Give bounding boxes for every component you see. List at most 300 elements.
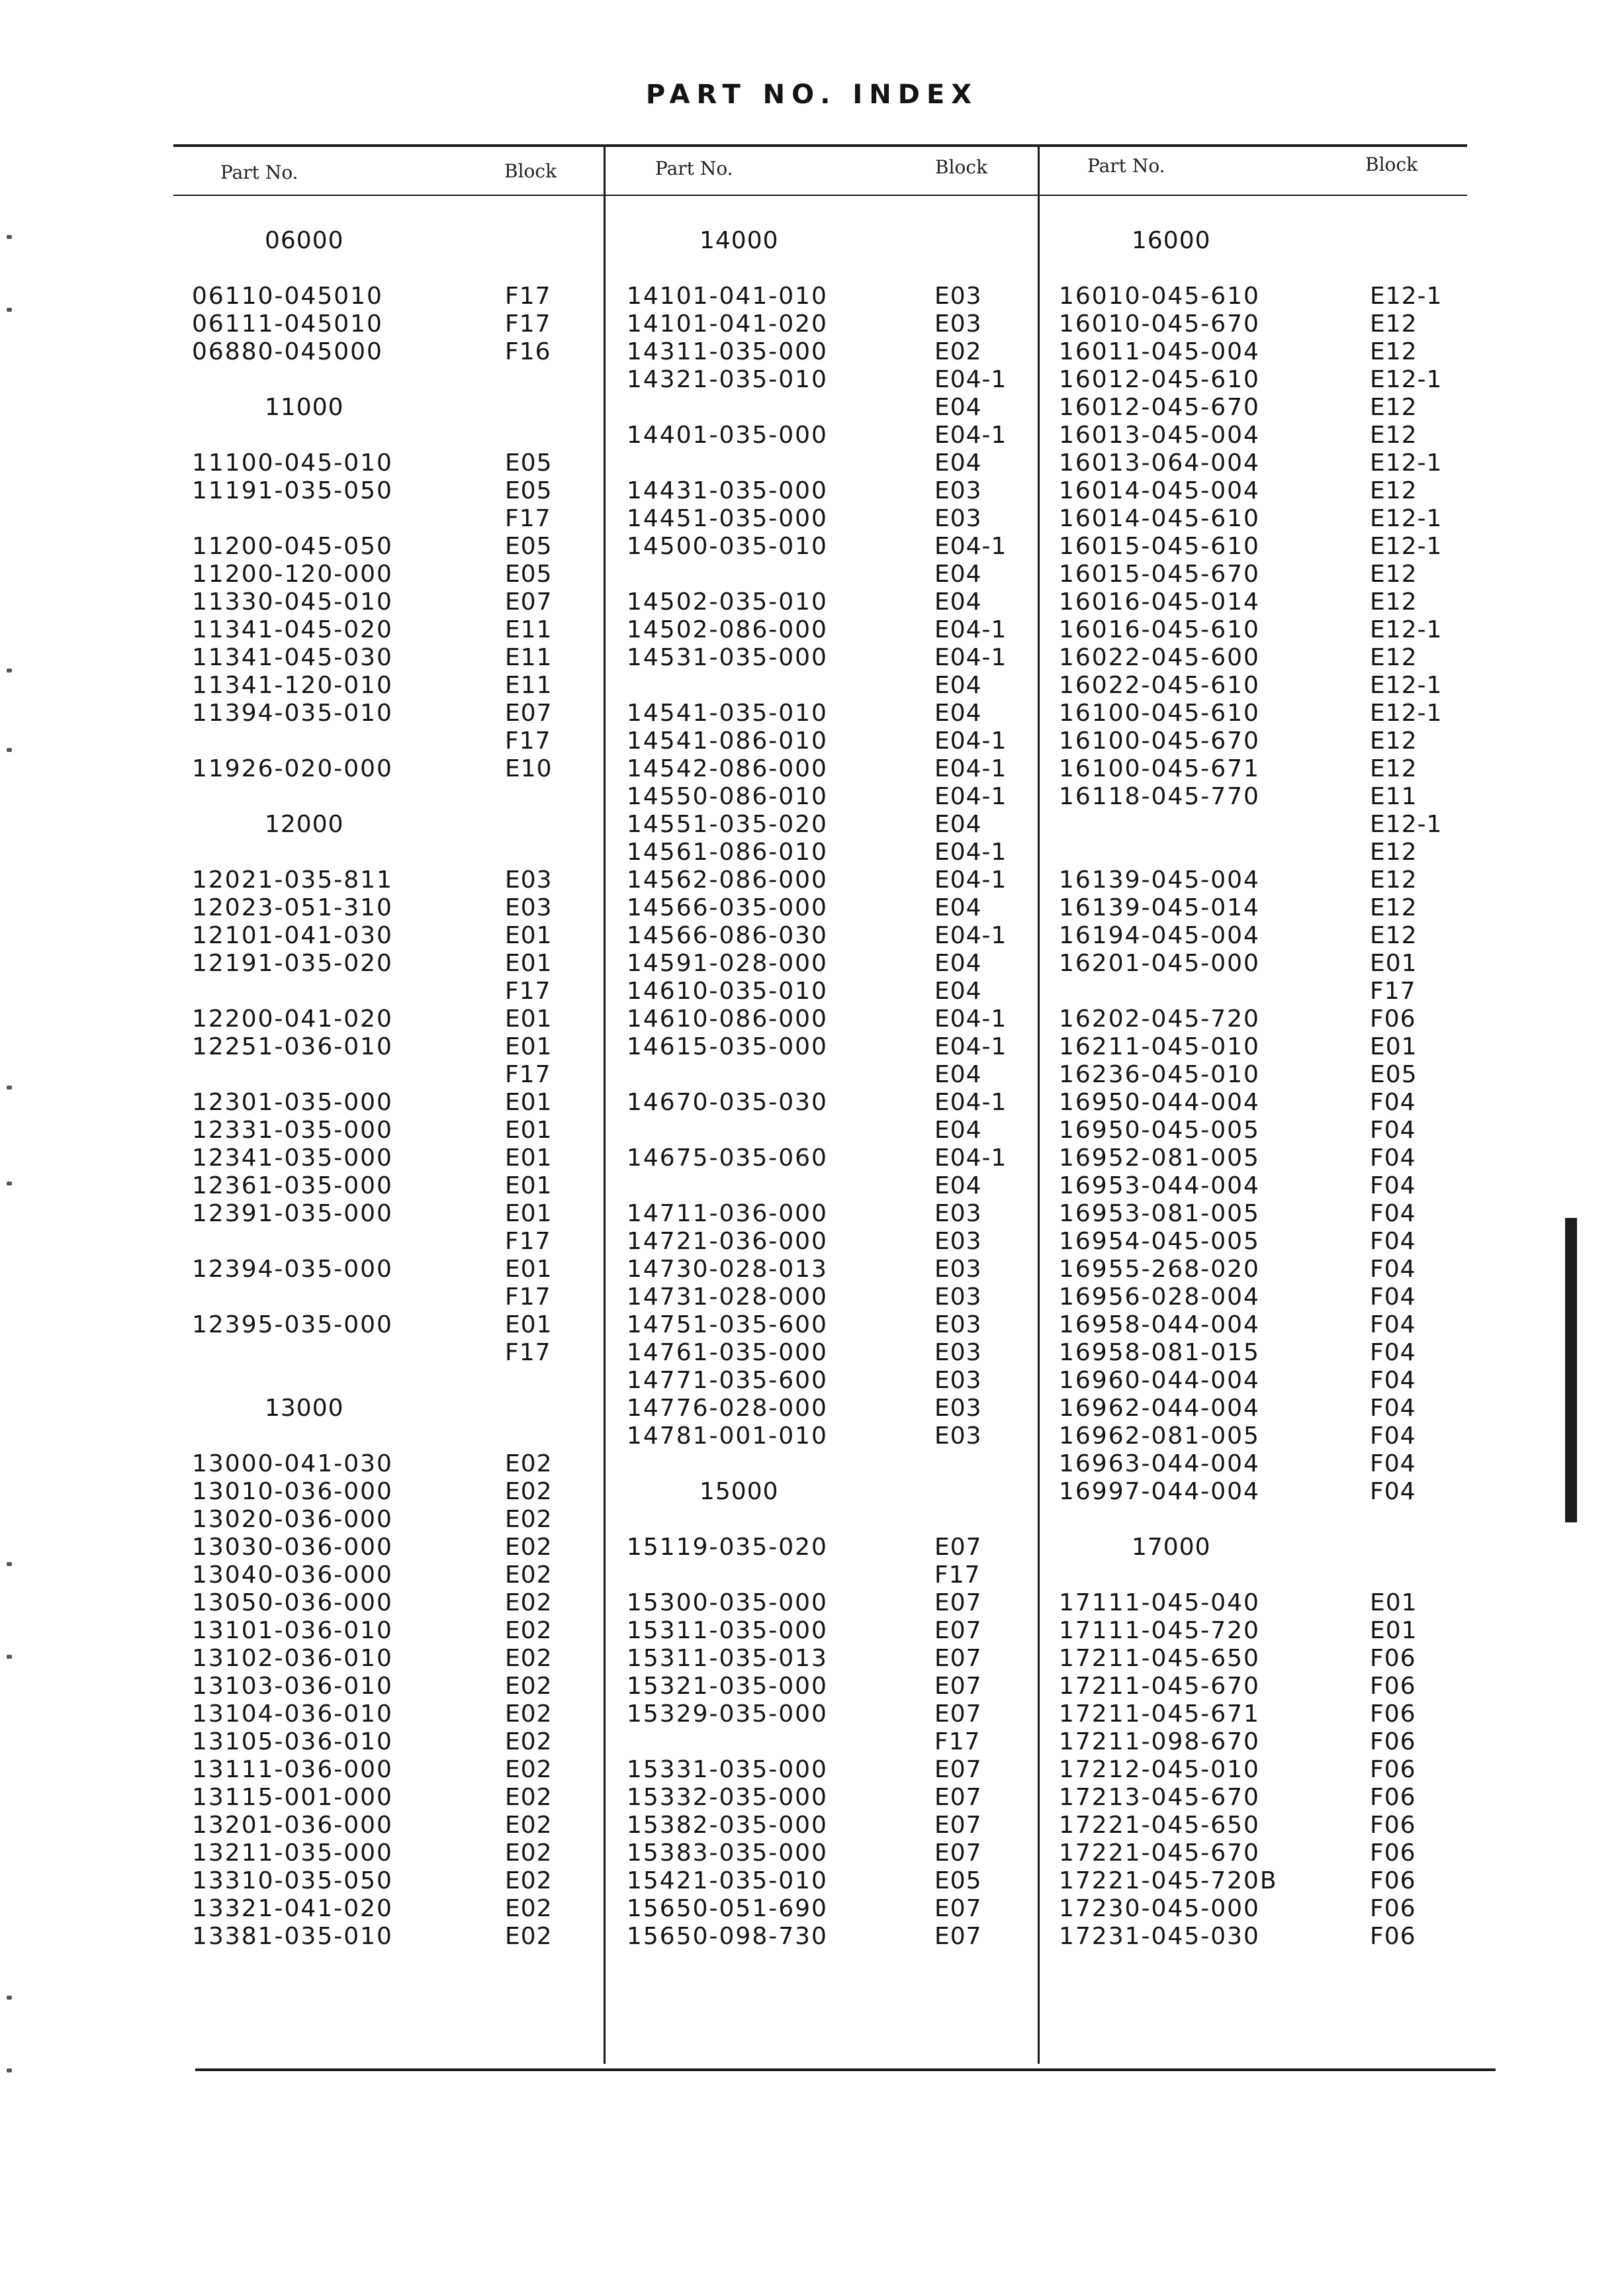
part-number: 14542-086-000 xyxy=(627,755,828,782)
part-number: 16015-045-670 xyxy=(1059,561,1260,588)
block-code: E04 xyxy=(934,561,982,588)
block-code: E03 xyxy=(505,894,553,921)
header-part-no-2: Part No. xyxy=(655,158,733,179)
block-code: E04-1 xyxy=(934,644,1007,671)
part-number: 13115-001-000 xyxy=(192,1784,393,1811)
block-code: F04 xyxy=(1370,1339,1416,1366)
part-number: 16963-044-004 xyxy=(1059,1450,1260,1477)
block-code: E01 xyxy=(505,950,553,977)
block-code: E04-1 xyxy=(934,755,1007,782)
part-number: 16953-044-004 xyxy=(1059,1172,1260,1199)
block-code: F17 xyxy=(505,727,551,755)
block-code: E01 xyxy=(505,1033,553,1060)
block-code: E04 xyxy=(934,811,982,838)
part-number: 14531-035-000 xyxy=(627,644,828,671)
margin-mark xyxy=(7,669,12,673)
block-code: E07 xyxy=(934,1839,982,1867)
block-code: E12 xyxy=(1370,894,1418,921)
part-number: 16014-045-004 xyxy=(1059,477,1260,504)
block-code: E12 xyxy=(1370,644,1418,671)
part-number: 16016-045-014 xyxy=(1059,588,1260,616)
part-number: 14731-028-000 xyxy=(627,1283,828,1311)
block-code: F06 xyxy=(1370,1867,1416,1894)
block-code: F04 xyxy=(1370,1256,1416,1283)
part-number: 16194-045-004 xyxy=(1059,922,1260,949)
part-number: 12021-035-811 xyxy=(192,866,393,894)
part-number: 16953-081-005 xyxy=(1059,1200,1260,1227)
block-code: E07 xyxy=(934,1617,982,1644)
block-code: E07 xyxy=(934,1589,982,1616)
part-number: 16962-044-004 xyxy=(1059,1395,1260,1422)
block-code: E02 xyxy=(505,1812,553,1839)
block-code: E04-1 xyxy=(934,1005,1007,1033)
block-code: F04 xyxy=(1370,1478,1416,1505)
part-number: 17111-045-720 xyxy=(1059,1617,1260,1644)
block-code: E12-1 xyxy=(1370,505,1443,532)
part-number: 16100-045-610 xyxy=(1059,700,1260,727)
part-number: 12251-036-010 xyxy=(192,1033,393,1060)
part-number: 16022-045-610 xyxy=(1059,672,1260,699)
part-number: 16012-045-670 xyxy=(1059,394,1260,421)
part-number: 15650-098-730 xyxy=(627,1923,828,1950)
block-code: F17 xyxy=(505,1339,551,1366)
part-number: 14311-035-000 xyxy=(627,338,828,365)
block-code: E02 xyxy=(505,1450,553,1477)
part-number: 16958-044-004 xyxy=(1059,1311,1260,1338)
block-code: E05 xyxy=(934,1867,982,1894)
block-code: E02 xyxy=(505,1756,553,1783)
part-number: 16950-045-005 xyxy=(1059,1117,1260,1144)
block-code: E07 xyxy=(934,1645,982,1672)
block-code: F04 xyxy=(1370,1367,1416,1394)
block-code: E04-1 xyxy=(934,783,1007,810)
block-code: E01 xyxy=(505,1005,553,1033)
block-code: E12-1 xyxy=(1370,811,1443,838)
part-number: 15119-035-020 xyxy=(627,1534,828,1561)
block-code: F06 xyxy=(1370,1784,1416,1811)
part-number: 16997-044-004 xyxy=(1059,1478,1260,1505)
part-number: 14566-086-030 xyxy=(627,922,828,949)
block-code: F04 xyxy=(1370,1200,1416,1227)
part-number: 15311-035-000 xyxy=(627,1617,828,1644)
part-number: 16100-045-670 xyxy=(1059,727,1260,755)
block-code: F06 xyxy=(1370,1005,1416,1033)
part-number: 14566-035-000 xyxy=(627,894,828,921)
block-code: E03 xyxy=(934,283,982,310)
part-number: 16016-045-610 xyxy=(1059,616,1260,643)
block-code: E02 xyxy=(505,1534,553,1561)
part-number: 15329-035-000 xyxy=(627,1700,828,1728)
block-code: E05 xyxy=(505,561,553,588)
part-number: 16012-045-610 xyxy=(1059,366,1260,393)
block-code: E11 xyxy=(1370,783,1418,810)
part-number: 14670-035-030 xyxy=(627,1089,828,1116)
column-divider-2 xyxy=(1038,144,1040,2064)
margin-mark xyxy=(7,1086,12,1090)
block-code: E04-1 xyxy=(934,727,1007,755)
block-code: E01 xyxy=(505,1172,553,1199)
block-code: E12 xyxy=(1370,727,1418,755)
edge-tab-mark xyxy=(1565,1218,1577,1522)
block-code: E01 xyxy=(505,1311,553,1338)
part-number: 14610-035-010 xyxy=(627,978,828,1005)
part-number: 13010-036-000 xyxy=(192,1478,393,1505)
block-code: E01 xyxy=(505,1089,553,1116)
part-number: 13050-036-000 xyxy=(192,1589,393,1616)
part-number: 06111-045010 xyxy=(192,310,383,338)
part-number: 15421-035-010 xyxy=(627,1867,828,1894)
part-number: 16011-045-004 xyxy=(1059,338,1260,365)
block-code: E12-1 xyxy=(1370,366,1443,393)
part-number: 12101-041-030 xyxy=(192,922,393,949)
block-code: E07 xyxy=(934,1673,982,1700)
block-code: E04-1 xyxy=(934,839,1007,866)
block-code: F04 xyxy=(1370,1172,1416,1199)
margin-mark xyxy=(7,2068,12,2072)
block-code: F06 xyxy=(1370,1895,1416,1922)
part-number: 17221-045-670 xyxy=(1059,1839,1260,1867)
block-code: E01 xyxy=(505,1200,553,1227)
block-code: E02 xyxy=(505,1867,553,1894)
part-number: 12361-035-000 xyxy=(192,1172,393,1199)
part-number: 14401-035-000 xyxy=(627,422,828,449)
block-code: E04-1 xyxy=(934,616,1007,643)
group-heading: 16000 xyxy=(1132,227,1211,254)
block-code: F17 xyxy=(505,978,551,1005)
part-number: 14550-086-010 xyxy=(627,783,828,810)
block-code: E02 xyxy=(505,1895,553,1922)
block-code: E12 xyxy=(1370,477,1418,504)
part-number: 16960-044-004 xyxy=(1059,1367,1260,1394)
block-code: E12 xyxy=(1370,310,1418,338)
block-code: F06 xyxy=(1370,1839,1416,1867)
block-code: E03 xyxy=(934,1367,982,1394)
block-code: E01 xyxy=(505,1256,553,1283)
block-code: E03 xyxy=(505,866,553,894)
footer-rule xyxy=(195,2068,1496,2071)
block-code: E03 xyxy=(934,1339,982,1366)
block-code: F06 xyxy=(1370,1812,1416,1839)
part-number: 14451-035-000 xyxy=(627,505,828,532)
block-code: E04 xyxy=(934,588,982,616)
block-code: E12 xyxy=(1370,588,1418,616)
part-number: 16952-081-005 xyxy=(1059,1144,1260,1172)
group-heading: 13000 xyxy=(265,1395,344,1422)
part-number: 13101-036-010 xyxy=(192,1617,393,1644)
part-number: 17213-045-670 xyxy=(1059,1784,1260,1811)
block-code: F04 xyxy=(1370,1311,1416,1338)
margin-mark xyxy=(7,1182,12,1185)
block-code: E04 xyxy=(934,1061,982,1088)
part-number: 14615-035-000 xyxy=(627,1033,828,1060)
group-heading: 06000 xyxy=(265,227,344,254)
block-code: E04 xyxy=(934,894,982,921)
block-code: E03 xyxy=(934,1256,982,1283)
part-number: 16958-081-015 xyxy=(1059,1339,1260,1366)
part-number: 12200-041-020 xyxy=(192,1005,393,1033)
part-number: 17230-045-000 xyxy=(1059,1895,1260,1922)
block-code: E04 xyxy=(934,449,982,477)
part-number: 16236-045-010 xyxy=(1059,1061,1260,1088)
block-code: E12 xyxy=(1370,394,1418,421)
header-block-3: Block xyxy=(1365,154,1418,175)
part-number: 12023-051-310 xyxy=(192,894,393,921)
part-number: 16010-045-670 xyxy=(1059,310,1260,338)
group-heading: 11000 xyxy=(265,394,344,421)
part-number: 11200-120-000 xyxy=(192,561,393,588)
block-code: F04 xyxy=(1370,1144,1416,1172)
block-code: F04 xyxy=(1370,1450,1416,1477)
part-number: 13020-036-000 xyxy=(192,1506,393,1533)
block-code: E05 xyxy=(505,533,553,560)
part-number: 14101-041-010 xyxy=(627,283,828,310)
part-number: 13030-036-000 xyxy=(192,1534,393,1561)
part-number: 06110-045010 xyxy=(192,283,383,310)
block-code: E04-1 xyxy=(934,1089,1007,1116)
part-number: 17211-045-650 xyxy=(1059,1645,1260,1672)
part-number: 12395-035-000 xyxy=(192,1311,393,1338)
part-number: 16201-045-000 xyxy=(1059,950,1260,977)
part-number: 16139-045-004 xyxy=(1059,866,1260,894)
part-number: 16955-268-020 xyxy=(1059,1256,1260,1283)
header-part-no-3: Part No. xyxy=(1087,155,1165,177)
block-code: E01 xyxy=(505,922,553,949)
part-number: 14675-035-060 xyxy=(627,1144,828,1172)
block-code: F04 xyxy=(1370,1283,1416,1311)
part-number: 16962-081-005 xyxy=(1059,1422,1260,1450)
part-number: 13310-035-050 xyxy=(192,1867,393,1894)
block-code: E04 xyxy=(934,950,982,977)
part-number: 14541-086-010 xyxy=(627,727,828,755)
block-code: E12 xyxy=(1370,561,1418,588)
part-number: 14541-035-010 xyxy=(627,700,828,727)
block-code: F17 xyxy=(505,1283,551,1311)
part-number: 15331-035-000 xyxy=(627,1756,828,1783)
part-number: 14730-028-013 xyxy=(627,1256,828,1283)
block-code: E04-1 xyxy=(934,922,1007,949)
block-code: F06 xyxy=(1370,1673,1416,1700)
block-code: E12-1 xyxy=(1370,283,1443,310)
part-number: 13040-036-000 xyxy=(192,1561,393,1589)
block-code: E05 xyxy=(1370,1061,1418,1088)
margin-mark xyxy=(7,1996,12,2000)
part-number: 15383-035-000 xyxy=(627,1839,828,1867)
block-code: F04 xyxy=(1370,1395,1416,1422)
block-code: F17 xyxy=(505,1228,551,1255)
block-code: F17 xyxy=(505,283,551,310)
block-code: F06 xyxy=(1370,1923,1416,1950)
margin-mark xyxy=(7,235,12,239)
block-code: E03 xyxy=(934,1311,982,1338)
block-code: E02 xyxy=(934,338,982,365)
part-number: 16013-045-004 xyxy=(1059,422,1260,449)
block-code: E07 xyxy=(934,1756,982,1783)
part-number: 16010-045-610 xyxy=(1059,283,1260,310)
header-block-1: Block xyxy=(504,160,557,182)
part-number: 12301-035-000 xyxy=(192,1089,393,1116)
part-number: 16015-045-610 xyxy=(1059,533,1260,560)
block-code: E04-1 xyxy=(934,533,1007,560)
block-code: E01 xyxy=(1370,950,1418,977)
column-divider-1 xyxy=(604,144,606,2064)
block-code: F17 xyxy=(505,1061,551,1088)
margin-mark xyxy=(7,748,12,752)
part-number: 16956-028-004 xyxy=(1059,1283,1260,1311)
block-code: E02 xyxy=(505,1617,553,1644)
block-code: E03 xyxy=(934,1283,982,1311)
block-code: E07 xyxy=(934,1812,982,1839)
block-code: F06 xyxy=(1370,1645,1416,1672)
block-code: F06 xyxy=(1370,1728,1416,1755)
block-code: E10 xyxy=(505,755,553,782)
block-code: E07 xyxy=(505,588,553,616)
part-number: 13103-036-010 xyxy=(192,1673,393,1700)
part-number: 16013-064-004 xyxy=(1059,449,1260,477)
block-code: F17 xyxy=(505,310,551,338)
part-number: 15650-051-690 xyxy=(627,1895,828,1922)
block-code: E04 xyxy=(934,394,982,421)
part-number: 16014-045-610 xyxy=(1059,505,1260,532)
margin-mark xyxy=(7,308,12,312)
block-code: E05 xyxy=(505,477,553,504)
margin-mark xyxy=(7,1562,12,1566)
part-number: 16022-045-600 xyxy=(1059,644,1260,671)
part-number: 12191-035-020 xyxy=(192,950,393,977)
block-code: E11 xyxy=(505,672,553,699)
block-code: E12-1 xyxy=(1370,700,1443,727)
block-code: E01 xyxy=(1370,1589,1418,1616)
block-code: E02 xyxy=(505,1645,553,1672)
part-number: 16211-045-010 xyxy=(1059,1033,1260,1060)
part-number: 15311-035-013 xyxy=(627,1645,828,1672)
part-number: 14500-035-010 xyxy=(627,533,828,560)
part-number: 15300-035-000 xyxy=(627,1589,828,1616)
part-number: 14751-035-600 xyxy=(627,1311,828,1338)
block-code: F16 xyxy=(505,338,551,365)
block-code: E12-1 xyxy=(1370,449,1443,477)
part-number: 13381-035-010 xyxy=(192,1923,393,1950)
part-number: 16118-045-770 xyxy=(1059,783,1260,810)
group-heading: 14000 xyxy=(699,227,779,254)
part-number: 15332-035-000 xyxy=(627,1784,828,1811)
block-code: E12-1 xyxy=(1370,616,1443,643)
part-number: 11200-045-050 xyxy=(192,533,393,560)
part-number: 13321-041-020 xyxy=(192,1895,393,1922)
block-code: E11 xyxy=(505,616,553,643)
part-number: 16950-044-004 xyxy=(1059,1089,1260,1116)
part-number: 14776-028-000 xyxy=(627,1395,828,1422)
block-code: E02 xyxy=(505,1506,553,1533)
block-code: E03 xyxy=(934,1422,982,1450)
part-number: 14721-036-000 xyxy=(627,1228,828,1255)
part-number: 13104-036-010 xyxy=(192,1700,393,1728)
part-number: 14502-086-000 xyxy=(627,616,828,643)
block-code: E01 xyxy=(1370,1033,1418,1060)
block-code: E04-1 xyxy=(934,1033,1007,1060)
part-number: 06880-045000 xyxy=(192,338,383,365)
part-number: 13201-036-000 xyxy=(192,1812,393,1839)
part-number: 17212-045-010 xyxy=(1059,1756,1260,1783)
part-number: 11341-045-020 xyxy=(192,616,393,643)
part-number: 15382-035-000 xyxy=(627,1812,828,1839)
part-number: 13211-035-000 xyxy=(192,1839,393,1867)
block-code: F06 xyxy=(1370,1700,1416,1728)
part-number: 13102-036-010 xyxy=(192,1645,393,1672)
block-code: E02 xyxy=(505,1700,553,1728)
block-code: E12-1 xyxy=(1370,533,1443,560)
margin-mark xyxy=(7,1655,12,1659)
block-code: E02 xyxy=(505,1923,553,1950)
part-number: 14591-028-000 xyxy=(627,950,828,977)
part-number: 17221-045-720B xyxy=(1059,1867,1278,1894)
block-code: E07 xyxy=(934,1534,982,1561)
part-number: 14711-036-000 xyxy=(627,1200,828,1227)
block-code: E04-1 xyxy=(934,866,1007,894)
block-code: F06 xyxy=(1370,1756,1416,1783)
group-heading: 12000 xyxy=(265,811,344,838)
block-code: E01 xyxy=(1370,1617,1418,1644)
part-number: 15321-035-000 xyxy=(627,1673,828,1700)
block-code: E04 xyxy=(934,1172,982,1199)
block-code: E03 xyxy=(934,310,982,338)
page-title: PART NO. INDEX xyxy=(645,79,979,110)
block-code: E04-1 xyxy=(934,422,1007,449)
part-number: 12394-035-000 xyxy=(192,1256,393,1283)
block-code: E07 xyxy=(934,1923,982,1950)
part-number: 11330-045-010 xyxy=(192,588,393,616)
part-number: 12331-035-000 xyxy=(192,1117,393,1144)
part-number: 11100-045-010 xyxy=(192,449,393,477)
part-number: 16202-045-720 xyxy=(1059,1005,1260,1033)
part-number: 16100-045-671 xyxy=(1059,755,1260,782)
block-code: F17 xyxy=(505,505,551,532)
block-code: F04 xyxy=(1370,1117,1416,1144)
block-code: E12 xyxy=(1370,422,1418,449)
part-number: 11394-035-010 xyxy=(192,700,393,727)
part-number: 14101-041-020 xyxy=(627,310,828,338)
part-number: 14781-001-010 xyxy=(627,1422,828,1450)
group-heading: 17000 xyxy=(1132,1534,1211,1561)
part-number: 16954-045-005 xyxy=(1059,1228,1260,1255)
block-code: F17 xyxy=(1370,978,1416,1005)
part-number: 14551-035-020 xyxy=(627,811,828,838)
block-code: E04-1 xyxy=(934,366,1007,393)
block-code: F04 xyxy=(1370,1422,1416,1450)
part-number: 16139-045-014 xyxy=(1059,894,1260,921)
header-top-rule xyxy=(173,144,1467,147)
block-code: E03 xyxy=(934,505,982,532)
block-code: E12 xyxy=(1370,338,1418,365)
block-code: E04-1 xyxy=(934,1144,1007,1172)
part-number: 13000-041-030 xyxy=(192,1450,393,1477)
block-code: E04 xyxy=(934,1117,982,1144)
group-heading: 15000 xyxy=(699,1478,779,1505)
block-code: E05 xyxy=(505,449,553,477)
block-code: E12 xyxy=(1370,839,1418,866)
part-number: 11191-035-050 xyxy=(192,477,393,504)
block-code: F04 xyxy=(1370,1228,1416,1255)
block-code: E03 xyxy=(934,1228,982,1255)
header-bottom-rule xyxy=(173,195,1467,196)
block-code: E04 xyxy=(934,700,982,727)
block-code: E02 xyxy=(505,1561,553,1589)
part-number: 11341-120-010 xyxy=(192,672,393,699)
block-code: E07 xyxy=(505,700,553,727)
part-number: 12391-035-000 xyxy=(192,1200,393,1227)
block-code: E12 xyxy=(1370,866,1418,894)
part-number: 14771-035-600 xyxy=(627,1367,828,1394)
block-code: E11 xyxy=(505,644,553,671)
